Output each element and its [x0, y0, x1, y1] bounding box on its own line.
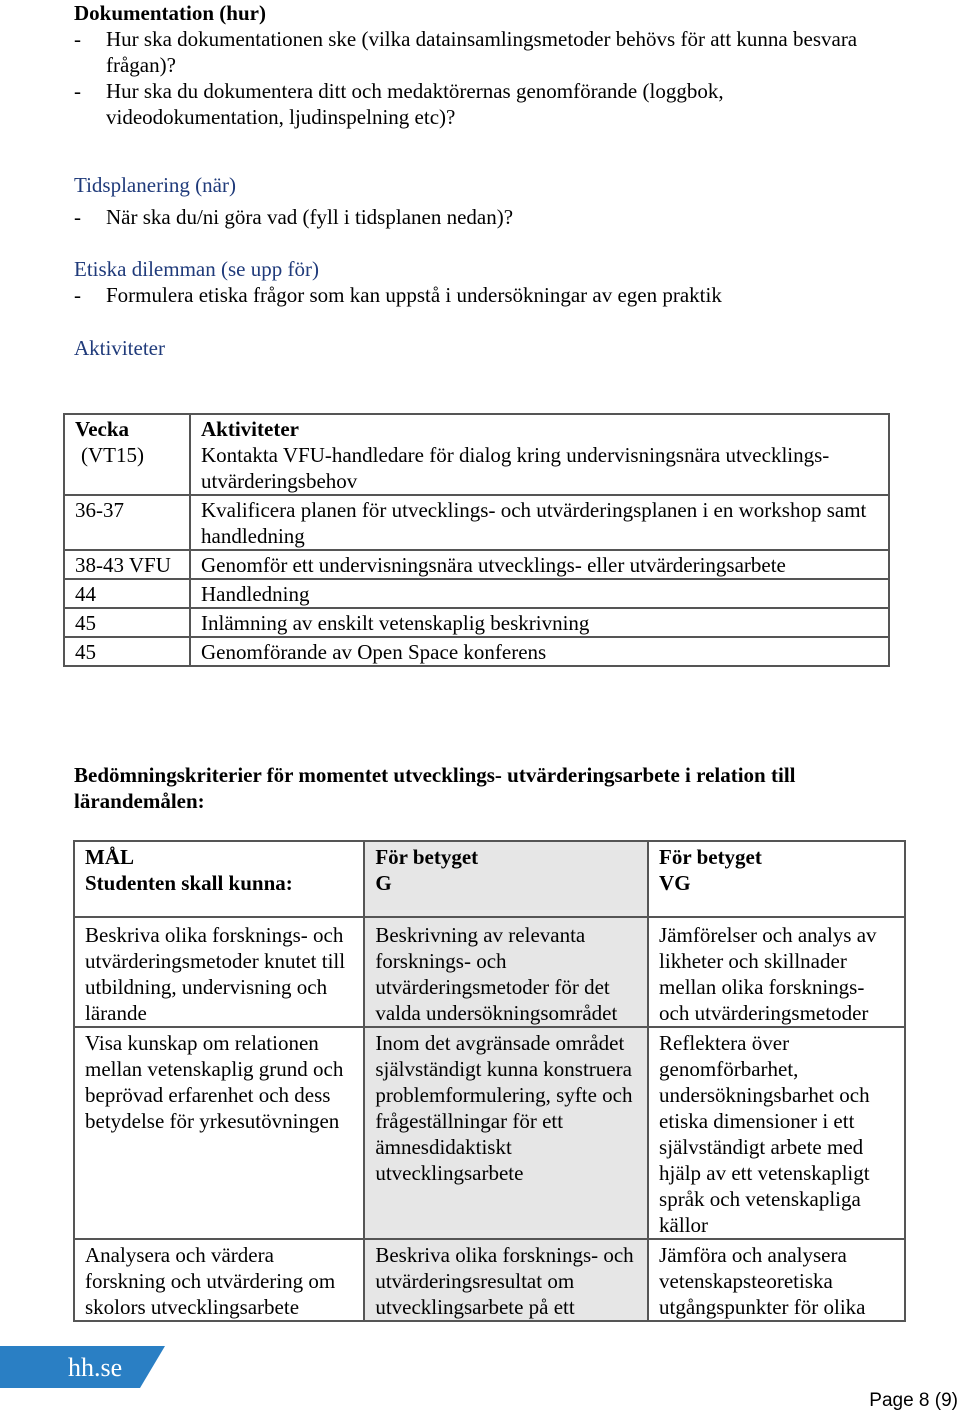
- g-cell: Beskriva olika forsknings- och utvärderingsresultat om utvecklingsarbete på ett: [364, 1239, 648, 1321]
- table-cell: [74, 841, 364, 917]
- vg-header-sub: VG: [659, 871, 691, 895]
- table-header-row: [64, 414, 889, 495]
- week-cell: 44: [64, 579, 190, 608]
- mal-cell: Beskriva olika forsknings- och utvärderingsmetoder knutet till utbildning, undervisning och lärande: [74, 917, 364, 1027]
- table-row: [64, 579, 889, 608]
- table-cell: [190, 414, 889, 495]
- table-row: [74, 917, 905, 1027]
- mal-cell: Analysera och värdera forskning och utvärdering om skolors utvecklingsarbete: [74, 1239, 364, 1321]
- activity-cell: Genomför ett undervisningsnära utvecklings- eller utvärderingsarbete: [190, 550, 889, 579]
- table-row: [64, 495, 889, 550]
- activity-table: [63, 413, 890, 667]
- table-cell: [364, 841, 648, 917]
- page-number: Page 8 (9): [869, 1390, 958, 1411]
- mal-header-sub: Studenten skall kunna:: [85, 871, 293, 895]
- mal-header: MÅL: [85, 845, 134, 869]
- table-row: [64, 637, 889, 666]
- week-header: Vecka: [75, 417, 130, 441]
- g-cell: Beskrivning av relevanta forsknings- och utvärderingsmetoder för det valda undersökningsområdet: [364, 917, 648, 1027]
- bullet-list: [74, 282, 894, 308]
- activity-header: Aktiviteter: [201, 417, 299, 441]
- criteria-table: [73, 840, 906, 1322]
- activity-cell: Inlämning av enskilt vetenskaplig beskrivning: [190, 608, 889, 637]
- section-etiska: [74, 256, 894, 308]
- activity-cell: Genomförande av Open Space konferens: [190, 637, 889, 666]
- section-title: Etiska dilemman (se upp för): [74, 257, 319, 281]
- week-cell: 45: [64, 637, 190, 666]
- table-row: [64, 608, 889, 637]
- g-header-sub: G: [375, 871, 392, 895]
- vg-cell: Jämföra och analysera vetenskapsteoretiska utgångspunkter för olika: [648, 1239, 905, 1321]
- vg-cell: Reflektera över genomförbarhet, undersökningsbarhet och etiska dimensioner i ett självständigt arbete med hjälp av ett vetenskapligt språk och vetenskapliga källor: [648, 1027, 905, 1239]
- section-aktiviteter: [74, 335, 165, 361]
- table-row: [74, 1239, 905, 1321]
- list-item: - Hur ska dokumentationen ske (vilka datainsamlingsmetoder behövs för att kunna besvara frågan)?: [74, 26, 874, 78]
- activity-cell: Handledning: [190, 579, 889, 608]
- list-item: - Hur ska du dokumentera ditt och medaktörernas genomförande (loggbok, videodokumentation, ljudinspelning etc)?: [74, 78, 874, 130]
- section-tidsplanering: [74, 172, 874, 230]
- mal-cell: Visa kunskap om relationen mellan vetenskaplig grund och beprövad erfarenhet och dess betydelse för yrkesutövningen: [74, 1027, 364, 1239]
- table-cell: [64, 414, 190, 495]
- section-criteria: [74, 762, 874, 814]
- section-title: Dokumentation (hur): [74, 1, 266, 25]
- vg-header: För betyget: [659, 845, 762, 869]
- table-row: [64, 550, 889, 579]
- activity-header-sub: Kontakta VFU-handledare för dialog kring undervisningsnära utvecklings- utvärderingsbehov: [201, 443, 830, 493]
- logo-text: hh.se: [68, 1353, 123, 1382]
- table-cell: [648, 841, 905, 917]
- week-cell: 45: [64, 608, 190, 637]
- section-title: Tidsplanering (när): [74, 173, 236, 197]
- list-item: - När ska du/ni göra vad (fyll i tidsplanen nedan)?: [74, 204, 874, 230]
- vg-cell: Jämförelser och analys av likheter och skillnader mellan olika forsknings- och utvärderingsmetoder: [648, 917, 905, 1027]
- week-cell: 38-43 VFU: [64, 550, 190, 579]
- g-cell: Inom det avgränsade området självständigt kunna konstruera problemformulering, syfte och frågeställningar för ett ämnesdidaktiskt utvecklingsarbete: [364, 1027, 648, 1239]
- bullet-list: [74, 204, 874, 230]
- list-item: - Formulera etiska frågor som kan uppstå i undersökningar av egen praktik: [74, 282, 894, 308]
- table-header-row: [74, 841, 905, 917]
- section-dokumentation: [74, 0, 874, 130]
- activity-cell: Kvalificera planen för utvecklings- och utvärderingsplanen i en workshop samt handledning: [190, 495, 889, 550]
- table-row: [74, 1027, 905, 1239]
- week-cell: 36-37: [64, 495, 190, 550]
- bullet-list: [74, 26, 874, 130]
- hh-logo: [0, 1340, 165, 1388]
- g-header: För betyget: [375, 845, 479, 869]
- criteria-heading: Bedömningskriterier för momentet utvecklings- utvärderingsarbete i relation till lärandemålen:: [74, 763, 796, 813]
- week-header-sub: (VT15): [81, 443, 144, 467]
- section-title: Aktiviteter: [74, 336, 165, 360]
